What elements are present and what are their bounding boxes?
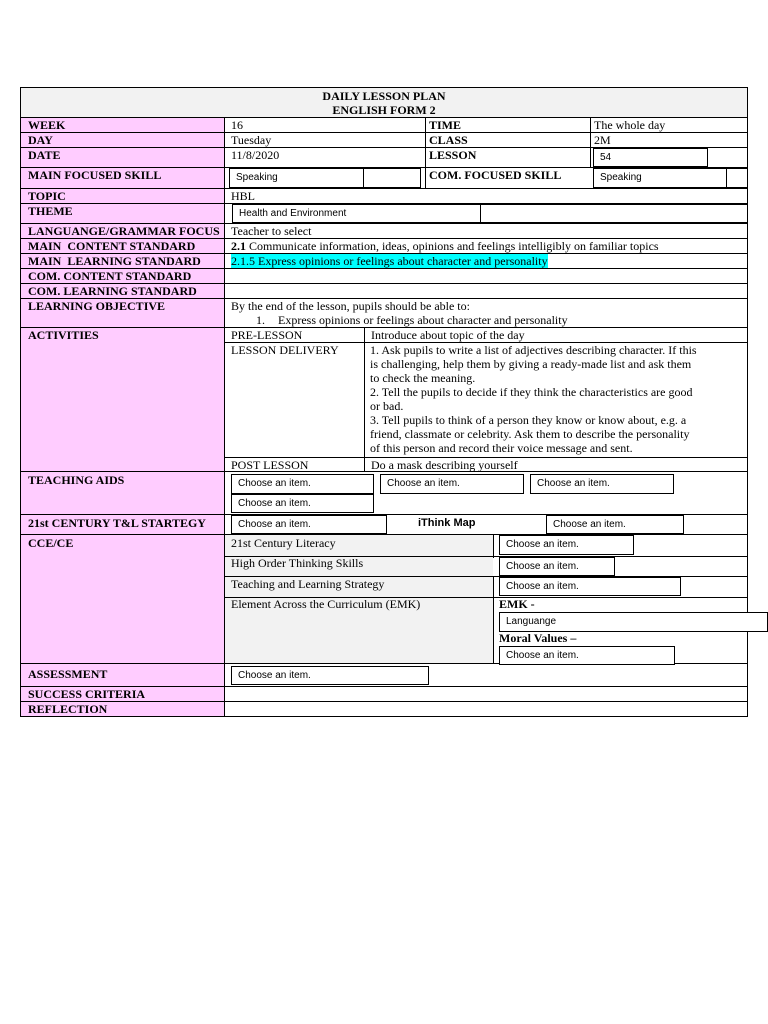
emk-title: EMK - [499, 597, 535, 611]
date-label: DATE [28, 148, 61, 162]
theme-select[interactable]: Health and Environment [232, 204, 481, 223]
com-skill-select[interactable]: Speaking [593, 168, 727, 188]
ithink-map-label: iThink Map [418, 517, 476, 529]
lesson-delivery-label: LESSON DELIVERY [231, 343, 339, 357]
time-label: TIME [429, 118, 462, 132]
main-learning-value: 2.1.5 Express opinions or feelings about character and personality [231, 254, 548, 268]
com-learning-label: COM. LEARNING STANDARD [28, 284, 197, 298]
teaching-aids-label: TEACHING AIDS [28, 473, 125, 487]
lesson-label: LESSON [429, 148, 477, 162]
reflection-label: REFLECTION [28, 702, 108, 716]
moral-values-select[interactable]: Choose an item. [499, 646, 675, 665]
topic-value: HBL [231, 189, 255, 203]
teaching-aid-select-3[interactable]: Choose an item. [530, 474, 674, 494]
cce-literacy-label: 21st Century Literacy [231, 536, 336, 550]
grammar-value: Teacher to select [231, 224, 312, 238]
moral-values-label: Moral Values – [499, 631, 577, 645]
assessment-label: ASSESSMENT [28, 667, 108, 681]
success-criteria-label: SUCCESS CRITERIA [28, 687, 146, 701]
activities-label: ACTIVITIES [28, 328, 99, 342]
assessment-select[interactable]: Choose an item. [231, 666, 429, 685]
theme-select-extra[interactable] [480, 204, 748, 223]
pre-lesson-text: Introduce about topic of the day [371, 328, 525, 342]
century-label: 21st CENTURY T&L STARTEGY [28, 516, 206, 530]
com-content-label: COM. CONTENT STANDARD [28, 269, 192, 283]
week-label: WEEK [28, 118, 66, 132]
class-value: 2M [594, 133, 611, 147]
document-title: DAILY LESSON PLAN ENGLISH FORM 2 [322, 89, 446, 117]
main-content-label: MAIN CONTENT STANDARD [28, 239, 196, 253]
main-content-value: 2.1 Communicate information, ideas, opinions and feelings intelligibly on familiar topics [231, 239, 659, 253]
main-learning-label: MAIN LEARNING STANDARD [28, 254, 201, 268]
main-content-code: 2.1 [231, 239, 246, 253]
week-value: 16 [231, 118, 243, 132]
objective-item-number: 1. [256, 313, 265, 327]
objective-intro: By the end of the lesson, pupils should be able to: [231, 299, 470, 313]
objective-item: Express opinions or feelings about character and personality [278, 313, 568, 327]
teaching-aid-select-4[interactable]: Choose an item. [231, 494, 374, 513]
lesson-number-field[interactable]: 54 [593, 148, 708, 167]
topic-label: TOPIC [28, 189, 66, 203]
post-lesson-label: POST LESSON [231, 458, 309, 472]
day-value: Tuesday [231, 133, 272, 147]
cce-strategy-label: Teaching and Learning Strategy [231, 577, 385, 591]
literacy-select[interactable]: Choose an item. [499, 535, 634, 555]
time-value: The whole day [594, 118, 666, 132]
grammar-label: LANGUANGE/GRAMMAR FOCUS [28, 224, 220, 238]
main-skill-select[interactable]: Speaking [229, 168, 364, 188]
day-label: DAY [28, 133, 53, 147]
post-lesson-text: Do a mask describing yourself [371, 458, 518, 472]
com-skill-select-extra[interactable] [726, 168, 748, 188]
cce-hots-label: High Order Thinking Skills [231, 556, 364, 570]
main-skill-select-extra[interactable] [363, 168, 421, 188]
objective-label: LEARNING OBJECTIVE [28, 299, 166, 313]
teaching-aid-select-1[interactable]: Choose an item. [231, 474, 374, 494]
class-label: CLASS [429, 133, 468, 147]
pre-lesson-label: PRE-LESSON [231, 328, 303, 342]
teaching-aid-select-2[interactable]: Choose an item. [380, 474, 524, 494]
century-select-2[interactable]: Choose an item. [546, 515, 684, 534]
century-select-1[interactable]: Choose an item. [231, 515, 387, 534]
date-value: 11/8/2020 [231, 148, 280, 162]
com-skill-label: COM. FOCUSED SKILL [429, 168, 562, 182]
main-skill-label: MAIN FOCUSED SKILL [28, 168, 162, 182]
cce-label: CCE/CE [28, 536, 74, 550]
strategy-select[interactable]: Choose an item. [499, 577, 681, 596]
theme-label: THEME [28, 204, 73, 218]
emk-select[interactable]: Languange [499, 612, 768, 632]
cce-emk-label: Element Across the Curriculum (EMK) [231, 597, 421, 611]
hots-select[interactable]: Choose an item. [499, 557, 615, 576]
lesson-delivery-text: 1. Ask pupils to write a list of adjectives describing character. If this is challenging, help them by giving a ready-made list and ask them to check the meaning. 2. Tell the pupils to decide if they think the characteristics are good or bad. 3. Tell pupils to think of a person they know or know about, e.g. a friend, classmate or celebrity. Ask them to describe the personality of this person and record their voice message and sent. [370, 343, 697, 455]
